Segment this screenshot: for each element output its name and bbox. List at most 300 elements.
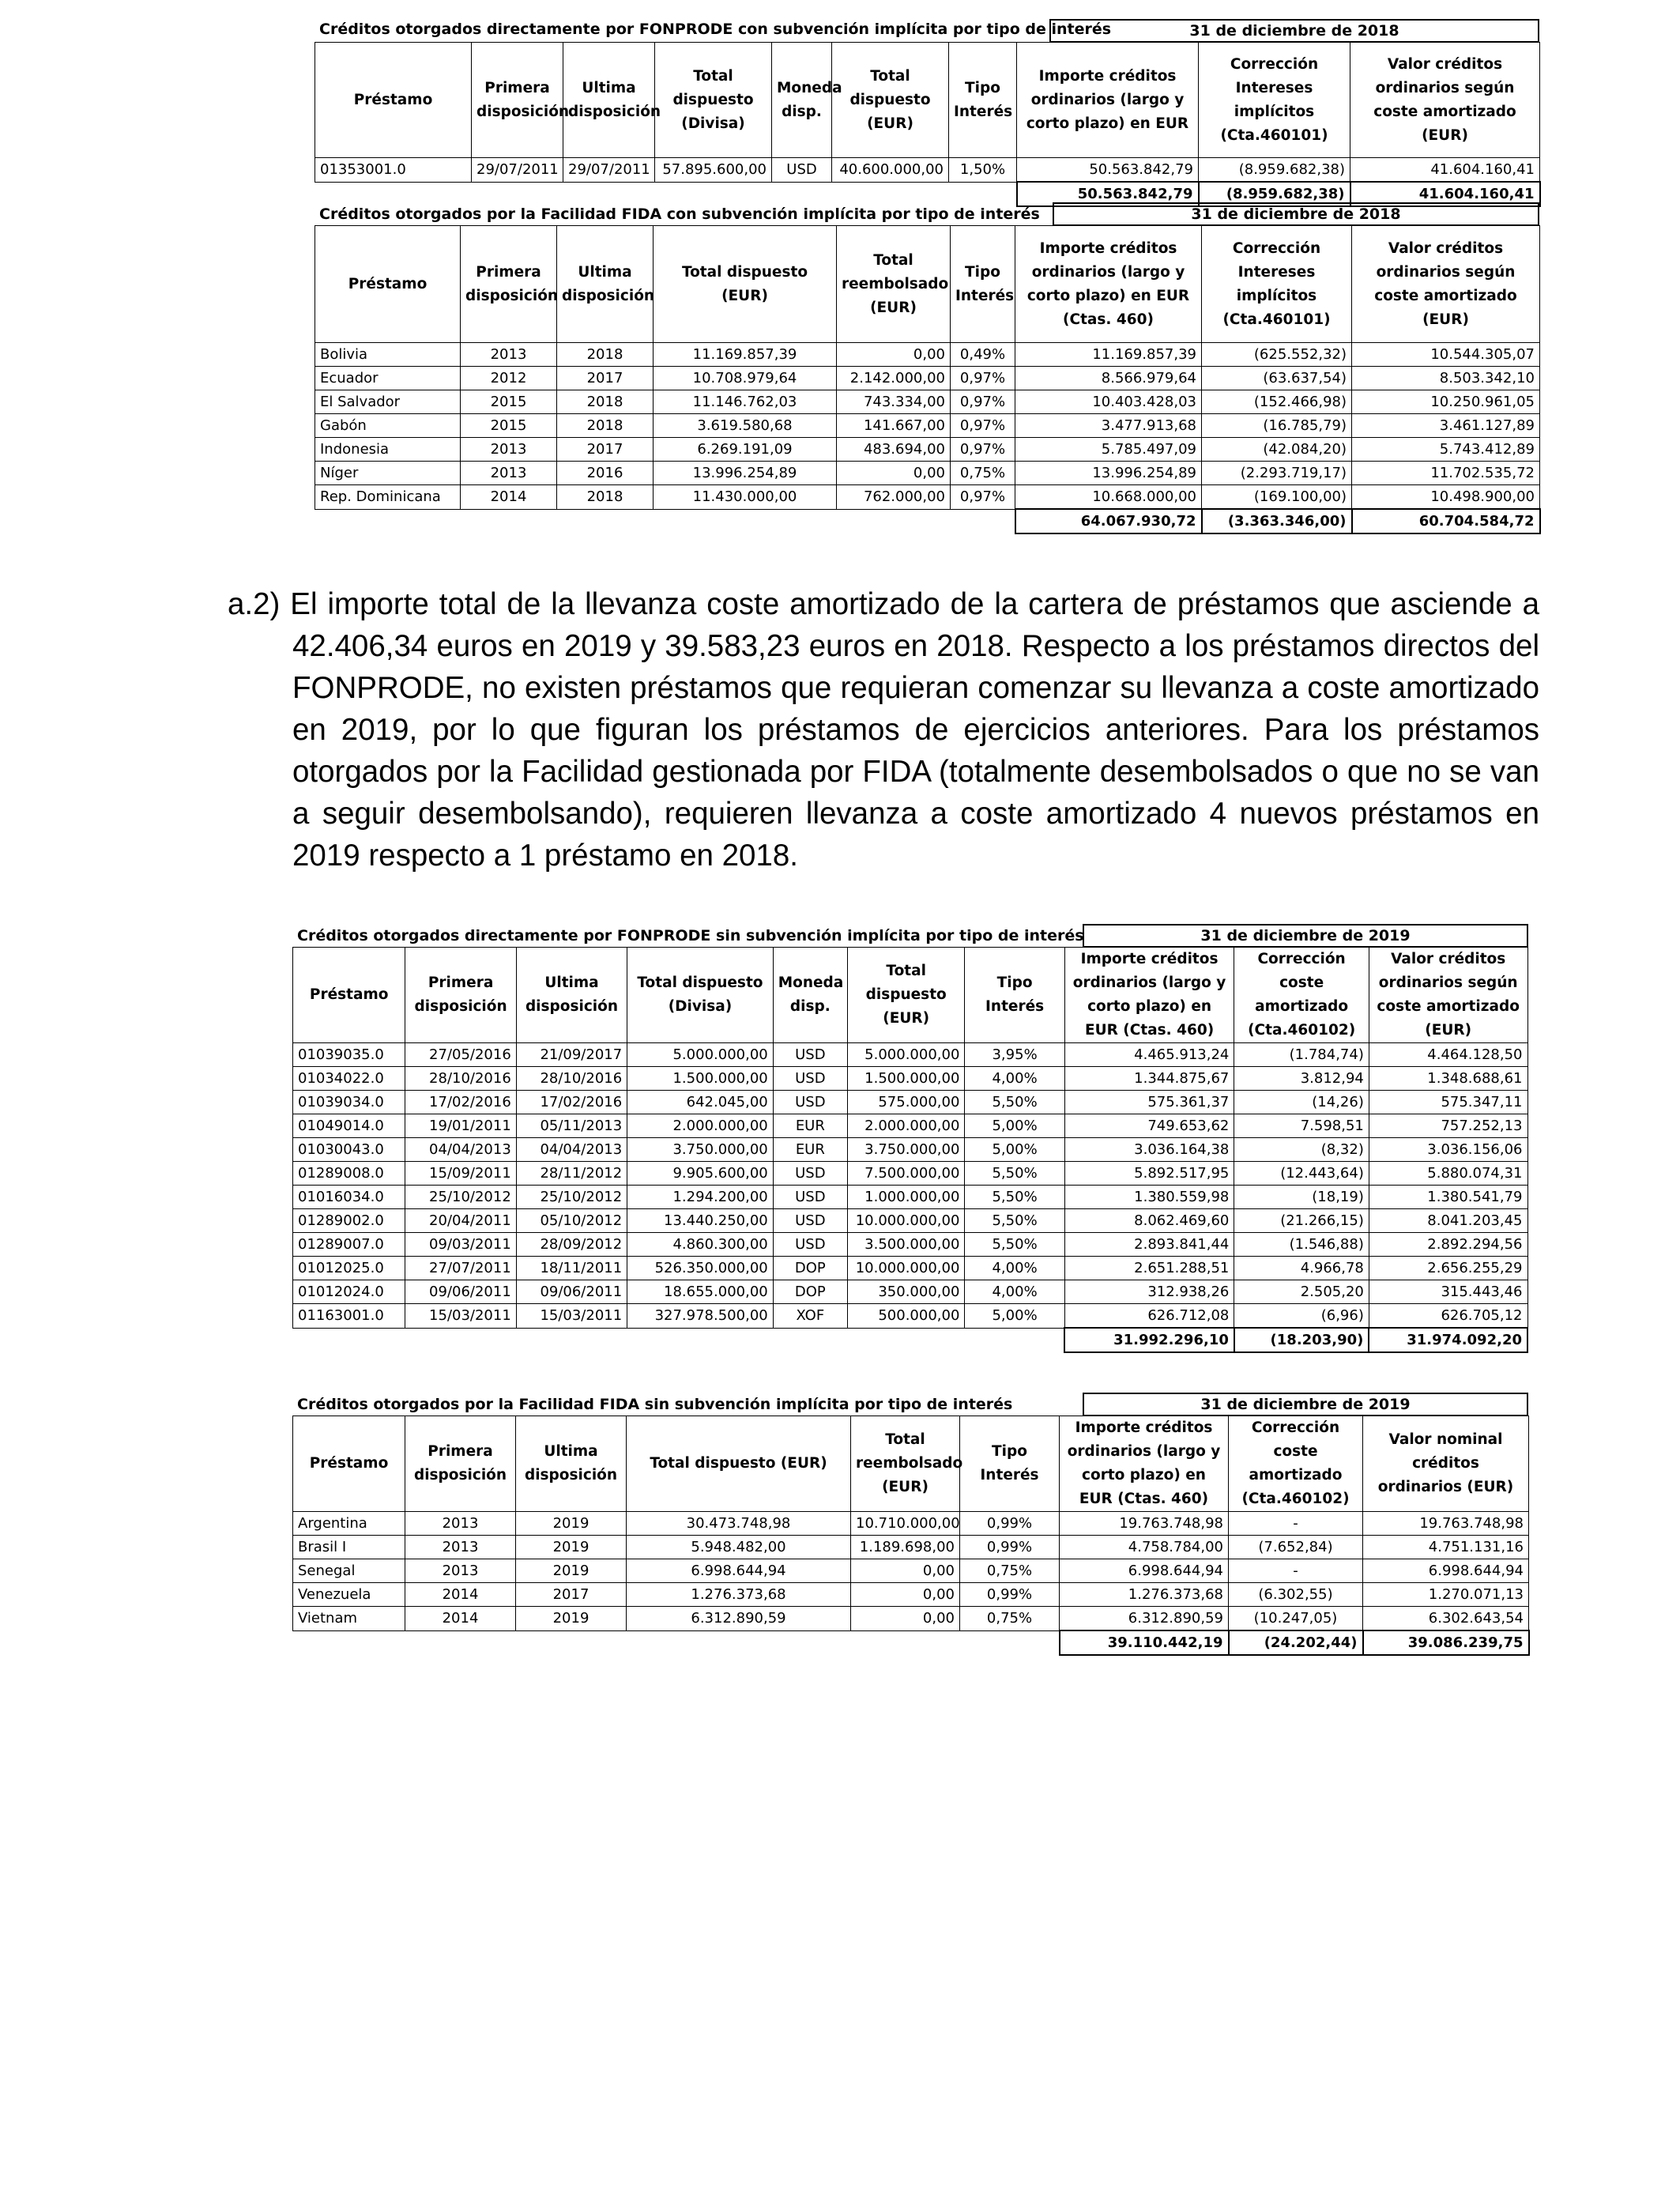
table-cell: 1.294.200,00 xyxy=(627,1186,774,1209)
column-header: Primera disposición xyxy=(405,1416,516,1512)
table-cell: 04/04/2013 xyxy=(405,1138,516,1162)
total-cell: 60.704.584,72 xyxy=(1352,509,1540,533)
date-header: 31 de diciembre de 2019 xyxy=(1083,924,1528,948)
table-cell: (1.546,88) xyxy=(1234,1233,1369,1257)
table-cell: Brasil I xyxy=(293,1536,405,1559)
table-row xyxy=(293,1114,1528,1138)
column-header: Total dispuesto (EUR) xyxy=(654,226,837,343)
table-cell: 1.348.688,61 xyxy=(1369,1067,1527,1091)
table-cell: 19.763.748,98 xyxy=(1363,1512,1529,1536)
table-cell: 10.498.900,00 xyxy=(1352,485,1540,510)
column-header: Primera disposición xyxy=(405,948,516,1043)
table-cell: (10.247,05) xyxy=(1229,1607,1363,1631)
table-row xyxy=(315,485,1540,510)
table-cell: 327.978.500,00 xyxy=(627,1304,774,1329)
date-header: 31 de diciembre de 2018 xyxy=(1049,19,1539,43)
table-row xyxy=(293,1607,1529,1631)
table-cell: 749.653,62 xyxy=(1064,1114,1234,1138)
column-header: Tipo Interés xyxy=(965,948,1064,1043)
table-fonprode-2018 xyxy=(315,42,1541,207)
total-cell: 39.110.442,19 xyxy=(1060,1630,1229,1655)
table-cell: 575.347,11 xyxy=(1369,1091,1527,1114)
table-cell: 575.361,37 xyxy=(1064,1091,1234,1114)
table-row xyxy=(293,1583,1529,1607)
column-header: Moneda disp. xyxy=(773,948,847,1043)
table-cell: 01289007.0 xyxy=(293,1233,405,1257)
table-cell: Venezuela xyxy=(293,1583,405,1607)
table-cell: 8.062.469,60 xyxy=(1064,1209,1234,1233)
column-header: Valor créditos ordinarios según coste amortizado (EUR) xyxy=(1369,948,1527,1043)
paragraph-a2 xyxy=(228,583,1539,876)
table-cell: 2013 xyxy=(461,343,557,367)
total-cell: (3.363.346,00) xyxy=(1202,509,1352,533)
table-row xyxy=(293,1512,1529,1536)
table-cell: 5.948.482,00 xyxy=(627,1536,851,1559)
table-cell: 762.000,00 xyxy=(837,485,951,510)
table-title: Créditos otorgados directamente por FONPRODE sin subvención implícita por tipo de interés xyxy=(297,927,1084,944)
table-cell: 2019 xyxy=(516,1607,627,1631)
totals-row xyxy=(293,1630,1529,1655)
table-cell: 0,99% xyxy=(960,1536,1060,1559)
column-header: Importe créditos ordinarios (largo y corto plazo) en EUR (Ctas. 460) xyxy=(1064,948,1234,1043)
column-header: Importe créditos ordinarios (largo y corto plazo) en EUR (Ctas. 460) xyxy=(1060,1416,1229,1512)
table-cell: USD xyxy=(773,1043,847,1067)
table-cell: (12.443,64) xyxy=(1234,1162,1369,1186)
table-cell: 17/02/2016 xyxy=(516,1091,627,1114)
table-cell: 11.146.762,03 xyxy=(654,390,837,414)
column-header: Préstamo xyxy=(293,1416,405,1512)
table-cell: 315.443,46 xyxy=(1369,1280,1527,1304)
table-cell: 0,49% xyxy=(951,343,1015,367)
table-cell: 11.169.857,39 xyxy=(654,343,837,367)
table-cell: 05/10/2012 xyxy=(516,1209,627,1233)
table-cell: 09/03/2011 xyxy=(405,1233,516,1257)
table-cell: 7.500.000,00 xyxy=(847,1162,964,1186)
table-cell: 2017 xyxy=(557,438,654,462)
header-row xyxy=(293,948,1528,1043)
column-header: Corrección coste amortizado (Cta.460102) xyxy=(1229,1416,1363,1512)
table-cell: 01016034.0 xyxy=(293,1186,405,1209)
header-row xyxy=(315,43,1540,158)
table-fida-2018-block xyxy=(315,202,1539,530)
column-header: Total dispuesto (Divisa) xyxy=(655,43,772,158)
table-cell: 5.785.497,09 xyxy=(1015,438,1202,462)
table-cell: 1.270.071,13 xyxy=(1363,1583,1529,1607)
table-cell: 01163001.0 xyxy=(293,1304,405,1329)
table-cell: 0,75% xyxy=(960,1607,1060,1631)
table-cell: 25/10/2012 xyxy=(516,1186,627,1209)
table-cell: 2017 xyxy=(557,367,654,390)
table-cell: 0,00 xyxy=(837,343,951,367)
column-header: Ultima disposición xyxy=(563,43,655,158)
table-title: Créditos otorgados directamente por FONPRODE con subvención implícita por tipo de interés xyxy=(319,21,1112,38)
table-cell: (625.552,32) xyxy=(1202,343,1352,367)
totals-row xyxy=(315,509,1540,533)
table-cell: 01012025.0 xyxy=(293,1257,405,1280)
table-cell: 13.996.254,89 xyxy=(1015,462,1202,485)
table-cell: 6.998.644,94 xyxy=(627,1559,851,1583)
table-cell: 2014 xyxy=(405,1607,516,1631)
table-cell: 09/06/2011 xyxy=(516,1280,627,1304)
table-cell: 1.189.698,00 xyxy=(851,1536,960,1559)
table-cell: 1.000.000,00 xyxy=(847,1186,964,1209)
table-cell: 10.403.428,03 xyxy=(1015,390,1202,414)
totals-spacer xyxy=(293,1630,1060,1655)
table-cell: 18.655.000,00 xyxy=(627,1280,774,1304)
table-cell: (63.637,54) xyxy=(1202,367,1352,390)
table-fonprode-2019 xyxy=(292,947,1528,1353)
table-cell: USD xyxy=(773,1209,847,1233)
table-cell: 4.758.784,00 xyxy=(1060,1536,1229,1559)
table-cell: 01353001.0 xyxy=(315,158,472,183)
table-cell: 0,97% xyxy=(951,390,1015,414)
table-cell: - xyxy=(1229,1512,1363,1536)
total-cell: (8.959.682,38) xyxy=(1199,182,1350,206)
table-cell: 1.500.000,00 xyxy=(847,1067,964,1091)
table-row xyxy=(315,367,1540,390)
table-cell: Gabón xyxy=(315,414,461,438)
total-cell: 31.992.296,10 xyxy=(1064,1328,1234,1352)
table-cell: 141.667,00 xyxy=(837,414,951,438)
table-cell: 0,00 xyxy=(851,1583,960,1607)
date-header: 31 de diciembre de 2018 xyxy=(1053,202,1539,226)
table-cell: 2016 xyxy=(557,462,654,485)
table-cell: 7.598,51 xyxy=(1234,1114,1369,1138)
table-cell: 0,97% xyxy=(951,438,1015,462)
table-row xyxy=(293,1138,1528,1162)
total-cell: 50.563.842,79 xyxy=(1017,182,1199,206)
column-header: Total reembolsado (EUR) xyxy=(851,1416,960,1512)
table-cell: 0,97% xyxy=(951,485,1015,510)
table-cell: 6.998.644,94 xyxy=(1060,1559,1229,1583)
table-cell: 1.344.875,67 xyxy=(1064,1067,1234,1091)
table-cell: 1.500.000,00 xyxy=(627,1067,774,1091)
table-cell: 28/10/2016 xyxy=(405,1067,516,1091)
table-cell: 10.000.000,00 xyxy=(847,1209,964,1233)
column-header: Importe créditos ordinarios (largo y corto plazo) en EUR (Ctas. 460) xyxy=(1015,226,1202,343)
table-cell: 1.380.541,79 xyxy=(1369,1186,1527,1209)
table-cell: 5,00% xyxy=(965,1304,1064,1329)
table-cell: (16.785,79) xyxy=(1202,414,1352,438)
table-cell: 19.763.748,98 xyxy=(1060,1512,1229,1536)
table-cell: 5.000.000,00 xyxy=(847,1043,964,1067)
column-header: Corrección Intereses implícitos (Cta.460101) xyxy=(1202,226,1352,343)
table-cell: 2018 xyxy=(557,414,654,438)
table-cell: 4.966,78 xyxy=(1234,1257,1369,1280)
table-cell: 11.702.535,72 xyxy=(1352,462,1540,485)
table-row xyxy=(293,1257,1528,1280)
table-cell: 5,00% xyxy=(965,1138,1064,1162)
column-header: Importe créditos ordinarios (largo y corto plazo) en EUR xyxy=(1017,43,1199,158)
table-cell: 3.500.000,00 xyxy=(847,1233,964,1257)
table-cell: 05/11/2013 xyxy=(516,1114,627,1138)
table-row xyxy=(315,414,1540,438)
column-header: Primera disposición xyxy=(472,43,563,158)
table-cell: 13.996.254,89 xyxy=(654,462,837,485)
column-header: Tipo Interés xyxy=(960,1416,1060,1512)
table-cell: Argentina xyxy=(293,1512,405,1536)
table-fida-2019-block xyxy=(292,1393,1528,1661)
column-header: Total dispuesto (EUR) xyxy=(832,43,949,158)
totals-row xyxy=(293,1328,1528,1352)
table-cell: 2.000.000,00 xyxy=(847,1114,964,1138)
table-cell: 10.544.305,07 xyxy=(1352,343,1540,367)
table-cell: 8.041.203,45 xyxy=(1369,1209,1527,1233)
table-cell: 2019 xyxy=(516,1536,627,1559)
table-cell: 2018 xyxy=(557,485,654,510)
column-header: Préstamo xyxy=(315,43,472,158)
table-cell: 500.000,00 xyxy=(847,1304,964,1329)
column-header: Total dispuesto (EUR) xyxy=(627,1416,851,1512)
table-cell: 25/10/2012 xyxy=(405,1186,516,1209)
table-cell: 2013 xyxy=(461,462,557,485)
table-row xyxy=(293,1559,1529,1583)
column-header: Valor nominal créditos ordinarios (EUR) xyxy=(1363,1416,1529,1512)
paragraph-label: a.2) xyxy=(228,587,281,621)
table-cell: 4,00% xyxy=(965,1067,1064,1091)
table-cell: 2018 xyxy=(557,390,654,414)
table-cell: (7.652,84) xyxy=(1229,1536,1363,1559)
table-cell: 3.750.000,00 xyxy=(627,1138,774,1162)
table-cell: 2014 xyxy=(461,485,557,510)
table-cell: 29/07/2011 xyxy=(563,158,655,183)
table-cell: 11.169.857,39 xyxy=(1015,343,1202,367)
table-cell: 3.477.913,68 xyxy=(1015,414,1202,438)
table-cell: 2013 xyxy=(405,1559,516,1583)
table-cell: 8.503.342,10 xyxy=(1352,367,1540,390)
table-cell: 5.880.074,31 xyxy=(1369,1162,1527,1186)
table-cell: 4.751.131,16 xyxy=(1363,1536,1529,1559)
table-cell: 642.045,00 xyxy=(627,1091,774,1114)
table-cell: (6.302,55) xyxy=(1229,1583,1363,1607)
column-header: Total reembolsado (EUR) xyxy=(837,226,951,343)
table-row xyxy=(315,390,1540,414)
table-cell: (6,96) xyxy=(1234,1304,1369,1329)
table-row xyxy=(315,158,1540,183)
table-cell: 27/05/2016 xyxy=(405,1043,516,1067)
table-fonprode-2018-block xyxy=(315,19,1539,202)
table-cell: 2017 xyxy=(516,1583,627,1607)
paragraph-text: El importe total de la llevanza coste amortizado de la cartera de préstamos que asciende a 42.406,34 euros en 2019 y 39.583,23 euros en 2018. Respecto a los préstamos directos del FONPRODE, no existen préstamos que requieran comenzar su llevanza a coste amortizado en 2019, por lo que figuran los préstamos de ejercicios anteriores. Para los préstamos otorgados por la Facilidad gestionada por FIDA (totalmente desembolsados o que no se van a seguir desembolsando), requieren llevanza a coste amortizado 4 nuevos préstamos en 2019 respecto a 1 préstamo en 2018. xyxy=(290,587,1539,873)
table-cell: 2.892.294,56 xyxy=(1369,1233,1527,1257)
column-header: Préstamo xyxy=(293,948,405,1043)
table-cell: 757.252,13 xyxy=(1369,1114,1527,1138)
table-cell: 28/10/2016 xyxy=(516,1067,627,1091)
table-cell: 0,75% xyxy=(960,1559,1060,1583)
table-cell: 6.312.890,59 xyxy=(627,1607,851,1631)
table-cell: 0,00 xyxy=(837,462,951,485)
table-cell: 10.000.000,00 xyxy=(847,1257,964,1280)
table-cell: 3.619.580,68 xyxy=(654,414,837,438)
table-row xyxy=(293,1162,1528,1186)
table-cell: 01034022.0 xyxy=(293,1067,405,1091)
total-cell: 31.974.092,20 xyxy=(1369,1328,1527,1352)
table-cell: 2.505,20 xyxy=(1234,1280,1369,1304)
table-row xyxy=(315,462,1540,485)
table-cell: 4,00% xyxy=(965,1280,1064,1304)
table-cell: USD xyxy=(773,1067,847,1091)
table-cell: 27/07/2011 xyxy=(405,1257,516,1280)
table-cell: (2.293.719,17) xyxy=(1202,462,1352,485)
table-cell: 1,50% xyxy=(949,158,1017,183)
table-cell: Vietnam xyxy=(293,1607,405,1631)
table-cell: 15/03/2011 xyxy=(516,1304,627,1329)
table-cell: 2.142.000,00 xyxy=(837,367,951,390)
table-cell: 10.710.000,00 xyxy=(851,1512,960,1536)
table-cell: 1.380.559,98 xyxy=(1064,1186,1234,1209)
table-row xyxy=(293,1536,1529,1559)
table-cell: 2.656.255,29 xyxy=(1369,1257,1527,1280)
table-cell: 6.269.191,09 xyxy=(654,438,837,462)
table-cell: 743.334,00 xyxy=(837,390,951,414)
total-cell: (24.202,44) xyxy=(1229,1630,1363,1655)
column-header: Corrección coste amortizado (Cta.460102) xyxy=(1234,948,1369,1043)
table-cell: 01289002.0 xyxy=(293,1209,405,1233)
table-cell: 41.604.160,41 xyxy=(1350,158,1540,183)
table-title: Créditos otorgados por la Facilidad FIDA sin subvención implícita por tipo de interés xyxy=(297,1396,1013,1413)
table-cell: 50.563.842,79 xyxy=(1017,158,1199,183)
table-cell: 4.860.300,00 xyxy=(627,1233,774,1257)
table-cell: 28/09/2012 xyxy=(516,1233,627,1257)
table-cell: USD xyxy=(773,1091,847,1114)
table-cell: 29/07/2011 xyxy=(472,158,563,183)
header-row xyxy=(293,1416,1529,1512)
total-cell: 64.067.930,72 xyxy=(1015,509,1202,533)
column-header: Total dispuesto (EUR) xyxy=(847,948,964,1043)
table-cell: DOP xyxy=(773,1280,847,1304)
table-cell: (14,26) xyxy=(1234,1091,1369,1114)
table-cell: 4.464.128,50 xyxy=(1369,1043,1527,1067)
column-header: Tipo Interés xyxy=(951,226,1015,343)
table-cell: 15/09/2011 xyxy=(405,1162,516,1186)
table-cell: EUR xyxy=(773,1138,847,1162)
table-cell: 2015 xyxy=(461,414,557,438)
table-cell: 1.276.373,68 xyxy=(627,1583,851,1607)
table-cell: Rep. Dominicana xyxy=(315,485,461,510)
table-cell: 2013 xyxy=(405,1512,516,1536)
table-cell: 20/04/2011 xyxy=(405,1209,516,1233)
table-cell: 4.465.913,24 xyxy=(1064,1043,1234,1067)
table-cell: Indonesia xyxy=(315,438,461,462)
table-cell: 0,97% xyxy=(951,367,1015,390)
table-cell: 01289008.0 xyxy=(293,1162,405,1186)
table-cell: 3.750.000,00 xyxy=(847,1138,964,1162)
table-cell: (152.466,98) xyxy=(1202,390,1352,414)
table-row xyxy=(293,1043,1528,1067)
table-cell: 5,50% xyxy=(965,1091,1064,1114)
table-cell: 2013 xyxy=(405,1536,516,1559)
table-cell: 5,50% xyxy=(965,1233,1064,1257)
table-row xyxy=(293,1209,1528,1233)
table-cell: 2019 xyxy=(516,1559,627,1583)
table-cell: 2015 xyxy=(461,390,557,414)
table-cell: (42.084,20) xyxy=(1202,438,1352,462)
table-cell: 01049014.0 xyxy=(293,1114,405,1138)
table-cell: 11.430.000,00 xyxy=(654,485,837,510)
table-cell: 10.708.979,64 xyxy=(654,367,837,390)
table-cell: 5,50% xyxy=(965,1162,1064,1186)
table-cell: 526.350.000,00 xyxy=(627,1257,774,1280)
column-header: Corrección Intereses implícitos (Cta.460101) xyxy=(1199,43,1350,158)
table-row xyxy=(293,1186,1528,1209)
table-cell: 0,99% xyxy=(960,1512,1060,1536)
table-cell: 8.566.979,64 xyxy=(1015,367,1202,390)
table-cell: (1.784,74) xyxy=(1234,1043,1369,1067)
table-cell: (8.959.682,38) xyxy=(1199,158,1350,183)
table-cell: 30.473.748,98 xyxy=(627,1512,851,1536)
table-cell: 9.905.600,00 xyxy=(627,1162,774,1186)
table-cell: 10.668.000,00 xyxy=(1015,485,1202,510)
table-cell: 2012 xyxy=(461,367,557,390)
table-cell: 01039035.0 xyxy=(293,1043,405,1067)
table-row xyxy=(293,1091,1528,1114)
table-cell: 15/03/2011 xyxy=(405,1304,516,1329)
table-cell: 01039034.0 xyxy=(293,1091,405,1114)
table-cell: 6.312.890,59 xyxy=(1060,1607,1229,1631)
table-cell: 17/02/2016 xyxy=(405,1091,516,1114)
table-cell: USD xyxy=(773,1162,847,1186)
table-row xyxy=(293,1233,1528,1257)
table-cell: 3.036.164,38 xyxy=(1064,1138,1234,1162)
table-cell: 626.705,12 xyxy=(1369,1304,1527,1329)
table-fonprode-2019-block xyxy=(292,924,1528,1351)
date-header: 31 de diciembre de 2019 xyxy=(1083,1393,1528,1416)
table-cell: 01012024.0 xyxy=(293,1280,405,1304)
table-title: Créditos otorgados por la Facilidad FIDA con subvención implícita por tipo de interés xyxy=(319,205,1040,223)
column-header: Tipo Interés xyxy=(949,43,1017,158)
table-cell: DOP xyxy=(773,1257,847,1280)
table-cell: 5,00% xyxy=(965,1114,1064,1138)
table-cell: Bolivia xyxy=(315,343,461,367)
table-cell: 5.743.412,89 xyxy=(1352,438,1540,462)
table-cell: 2013 xyxy=(461,438,557,462)
table-cell: 57.895.600,00 xyxy=(655,158,772,183)
table-cell: Ecuador xyxy=(315,367,461,390)
table-cell: 2.893.841,44 xyxy=(1064,1233,1234,1257)
column-header: Valor créditos ordinarios según coste amortizado (EUR) xyxy=(1350,43,1540,158)
table-cell: 09/06/2011 xyxy=(405,1280,516,1304)
table-cell: 5,50% xyxy=(965,1209,1064,1233)
table-fida-2019 xyxy=(292,1416,1530,1656)
table-cell: (169.100,00) xyxy=(1202,485,1352,510)
table-cell: 19/01/2011 xyxy=(405,1114,516,1138)
table-cell: 2.000.000,00 xyxy=(627,1114,774,1138)
table-row xyxy=(315,343,1540,367)
table-row xyxy=(293,1280,1528,1304)
table-cell: USD xyxy=(773,1233,847,1257)
header-row xyxy=(315,226,1540,343)
column-header: Valor créditos ordinarios según coste amortizado (EUR) xyxy=(1352,226,1540,343)
table-cell: 2018 xyxy=(557,343,654,367)
table-row xyxy=(293,1304,1528,1329)
table-cell: 2019 xyxy=(516,1512,627,1536)
table-cell: 312.938,26 xyxy=(1064,1280,1234,1304)
table-cell: 0,97% xyxy=(951,414,1015,438)
table-cell: 40.600.000,00 xyxy=(832,158,949,183)
table-cell: 18/11/2011 xyxy=(516,1257,627,1280)
table-cell: Senegal xyxy=(293,1559,405,1583)
table-cell: 5,50% xyxy=(965,1186,1064,1209)
table-cell: 4,00% xyxy=(965,1257,1064,1280)
table-cell: 3.036.156,06 xyxy=(1369,1138,1527,1162)
column-header: Ultima disposición xyxy=(557,226,654,343)
total-cell: (18.203,90) xyxy=(1234,1328,1369,1352)
table-cell: 3,95% xyxy=(965,1043,1064,1067)
totals-spacer xyxy=(315,509,1015,533)
table-cell: 575.000,00 xyxy=(847,1091,964,1114)
table-cell: 10.250.961,05 xyxy=(1352,390,1540,414)
table-cell: 21/09/2017 xyxy=(516,1043,627,1067)
